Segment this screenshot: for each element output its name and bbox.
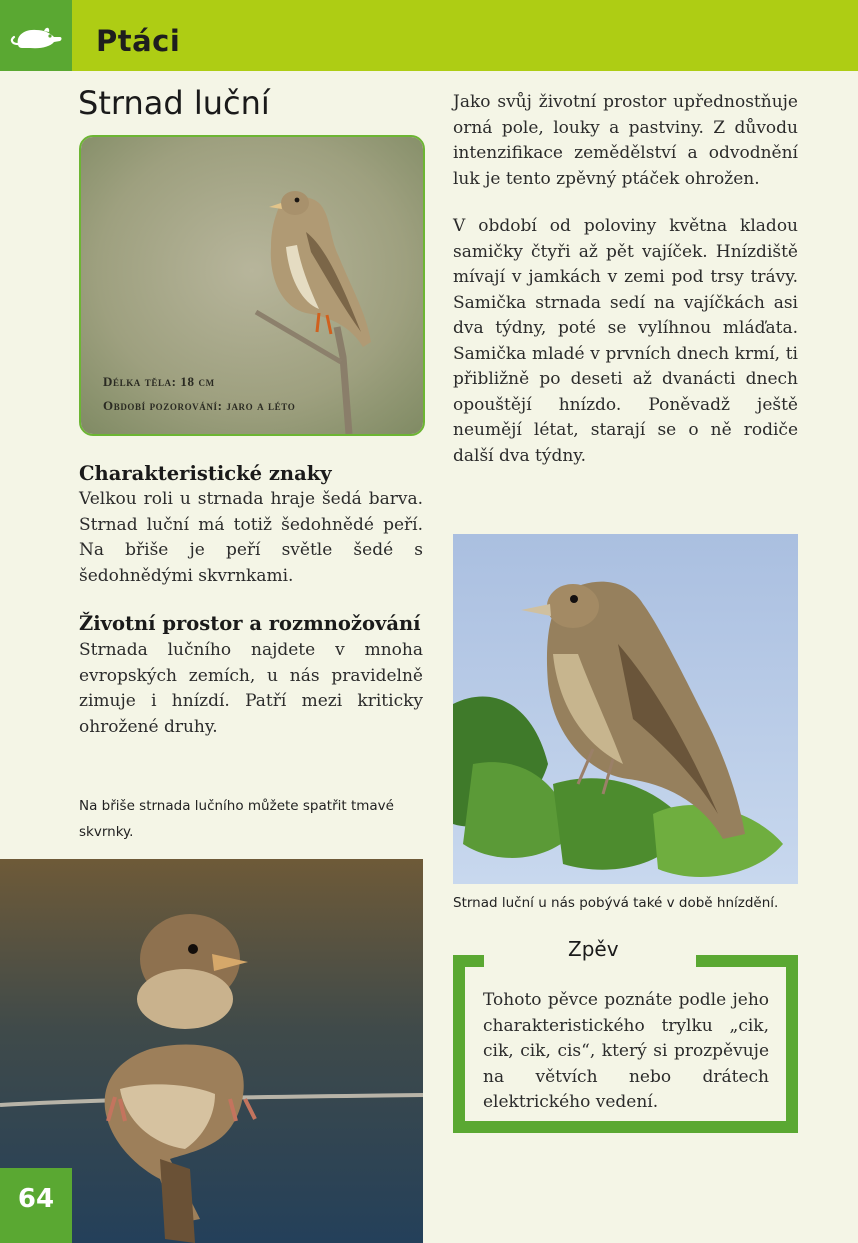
photo-caption-belly: Na břiše strnada lučního můžete spatřit tmavé skvrnky. <box>79 798 394 840</box>
paragraph-characteristics: Velkou roli u strnada hraje šedá barva. Strnad luční má totiž šedohnědé peří. Na břiše je peří světle šedé s šedohnědými skvrnkami. <box>79 489 423 586</box>
chapter-icon-box <box>0 0 72 71</box>
bird-photo-main <box>79 135 425 436</box>
spec-observation-period: Období pozorování: jaro a léto <box>103 398 296 413</box>
paragraph-breeding: V období od poloviny května kladou samičky čtyři až pět vajíček. Hnízdiště mívají v jamkách v zemi pod trsy trávy. Samička strnada sedí na vajíčkách asi dva týdny, poté se vylíhnou mláďata. Samička mladé v prvních dnech krmí, ti přibližně po deseti až dvanácti dnech opouštějí hnízdo. Poněvadž ještě neumějí létat, starají se o ně rodiče další dva týdny. <box>453 216 798 466</box>
mouse-icon <box>0 0 72 71</box>
bird-photo-leaves <box>453 534 798 884</box>
spec-body-length: Délka těla: 18 cm <box>103 374 215 389</box>
heading-habitat: Životní prostor a rozmnožování <box>79 612 421 635</box>
page-number: 64 <box>17 1184 55 1214</box>
section-title: Ptáci <box>96 24 181 58</box>
photo-caption-nesting: Strnad luční u nás pobývá také v době hnízdění. <box>453 895 779 911</box>
page-title: Strnad luční <box>78 84 270 122</box>
song-box-title: Zpěv <box>568 937 619 961</box>
paragraph-habitat-intro: Jako svůj životní prostor upřednostňuje orná pole, louky a pastviny. Z důvodu intenzifikace zemědělství a odvodnění luk je tento zpěvný ptáček ohrožen. <box>453 92 798 189</box>
song-box-text: Tohoto pěvce poznáte podle jeho charakteristického trylku „cik, cik, cik, cis“, který si prozpěvuje na větvích nebo drátech elektrického vedení. <box>483 990 769 1112</box>
paragraph-habitat: Strnada lučního najdete v mnoha evropských zemích, u nás pravidelně zimuje i hnízdí. Patří mezi kriticky ohrožené druhy. <box>79 640 423 737</box>
heading-characteristics: Charakteristické znaky <box>79 462 332 485</box>
